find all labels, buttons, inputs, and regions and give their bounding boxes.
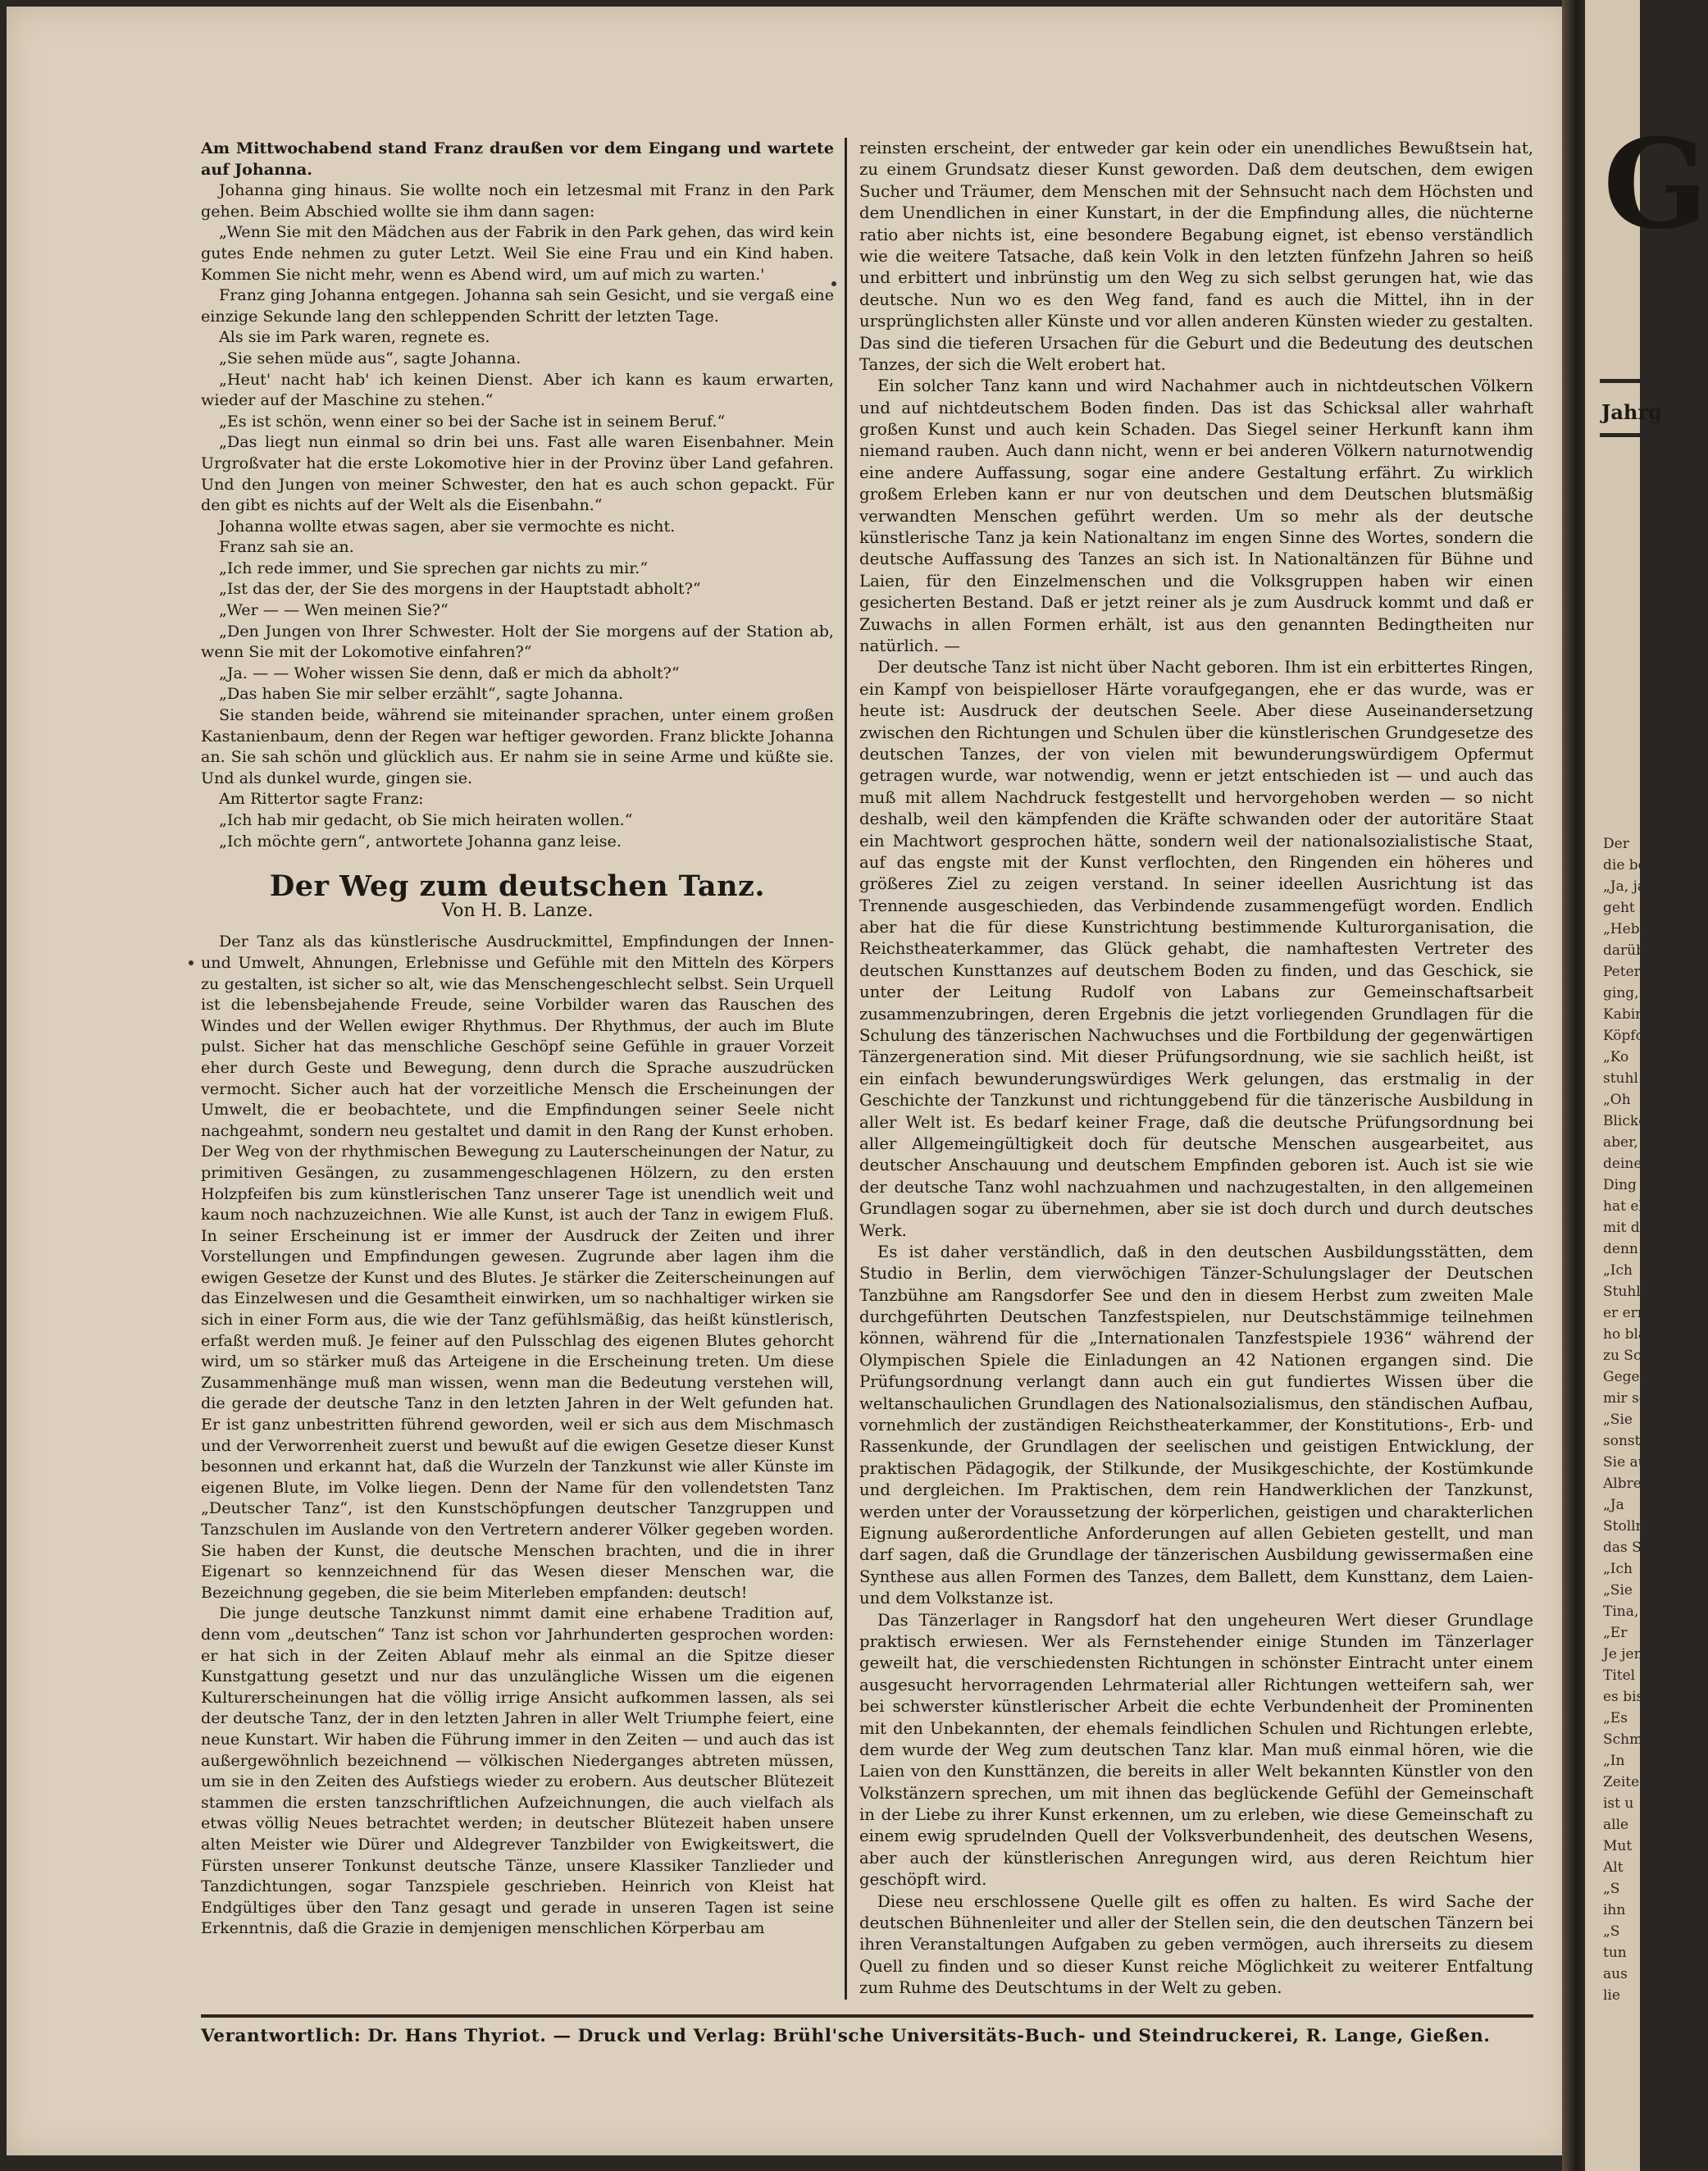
paragraph: Das Tänzerlager in Rangsdorf hat den ungeheuren Wert dieser Grundlage praktisch erwiesen. Wer als Fernstehender einige Stunden im Tänzerlager geweilt hat, die verschiedensten Richtungen in schönster Eintracht unter einem ausgesucht hervorragenden Lehrmaterial aller Richtungen wetteifern sah, wer bei schwerster künstlerischer Arbeit die echte Verbundenheit der Prominenten mit den Unbekannten, der ehemals feindlichen Schulen und Richtungen erlebte, dem wurde der Weg zum deutschen Tanz klar. Man muß einmal hören, wie die Laien von den Kunsttänzen, die bereits in aller Welt bekannten Künstler von den Volkstänzern sprechen, um mit ihnen das beglückende Gefühl der Gemeinschaft in der Liebe zu ihrer Kunst erkennen, um zu erleben, wie diese Gemeinschaft zu einem ewig sprudelnden Quell der Volksverbundenheit, des deutschen Wesens, aber auch der künstlerischen Anregungen wird, aus deren Reichtum hier geschöpft wird. [859,1610,1533,1890]
paragraph: Der deutsche Tanz ist nicht über Nacht geboren. Ihm ist ein erbittertes Ringen, ein Kampf von beispielloser Härte voraufgegangen, ehe er das wurde, was er heute ist: Ausdruck der deutschen Seele. Aber diese Auseinandersetzung zwischen den Richtungen und Schulen über die künstlerischen Grundgesetze des deutschen Tanzes, der von vielen mit bewunderungswürdigem Opfermut getragen wurde, war notwendig, wenn er jetzt entschieden ist — und auch das muß mit allem Nachdruck festgestellt und hervorgehoben werden — so nicht deshalb, weil den kämpfenden die Kräfte schwanden oder der autoritäre Staat ein Machtwort gesprochen hätte, sondern weil der nationalsozialistische Staat, auf das engste mit der Kunst verflochten, den Ringenden ein höheres und größeres Ziel zu zeigen verstand. In seiner ideellen Ausrichtung ist das Trennende ausgeschieden, das Verbindende zusammengefügt worden. Endlich aber hat die für diese Kunstrichtung bestimmende Kulturorganisation, die Reichstheaterkammer, das Glück gehabt, die namhaftesten Vertreter des deutschen Kunsttanzes auf deutschem Boden zu finden, und das Geschick, sie unter der Leitung Rudolf von Labans zur Gemeinschaftsarbeit zusammenzubringen, deren Ergebnis die jetzt vorliegenden Grundlagen für die Schulung des tänzerischen Nachwuchses und die Fortbildung der gegenwärtigen Tänzergeneration sind. Mit dieser Prüfungsordnung, wie sie sachlich heißt, ist ein einfach bewunderungswürdiges Werk gelungen, das erstmalig in der Geschichte der Tanzkunst und richtunggebend für die tänzerische Ausbildung in aller Welt ist. Es bedarf keiner Frage, daß die deutsche Prüfungsordnung bei aller Allgemeingültigkeit doch für deutsche Menschen ausgearbeitet, aus deutscher Anschauung und deutschem Empfinden geboren ist. Auch ist sie wie der deutsche Tanz wohl nachzuahmen und nachzugestalten, in den allgemeinen Grundlagen sogar zu übernehmen, aber sie ist doch durch und durch deutsches Werk. [859,658,1533,1240]
adjacent-page-fragment: „Sie [1603,1412,1633,1428]
adjacent-page-fragment: ging, n [1603,985,1652,1001]
adjacent-page-fragment: das Sto [1603,1539,1656,1556]
adjacent-page-fragment: Peters [1603,964,1648,980]
paragraph: Ein solcher Tanz kann und wird Nachahmer auch in nichtdeutschen Völkern und auf nichtdeutschem Boden finden. Das ist das Schicksal aller wahrhaft großen Kunst und auch kein Schaden. Das Siegel seiner Herkunft kann ihm niemand rauben. Auch dann nicht, wenn er bei anderen Völkern naturnotwendig eine andere Auffassung, sogar eine andere Gestaltung erfährt. Zu wirklich großem Erleben kann er nur von deutschen und dem Deutschen blutsmäßig verwandten Menschen geführt werden. Um so mehr als der deutsche künstlerische Tanz ja kein Nationaltanz im engen Sinne des Wortes, sondern die deutsche Auffassung des Tanzes an sich ist. In Nationaltänzen für Bühne und Laien, für den Einzelmenschen und die Volksgruppen haben wir einen gesicherten Bestand. Daß er jetzt reiner als je zum Ausdruck kommt und daß er Zuwachs in allen Formen erhält, ist aus den genannten Bedingtheiten nur natürlich. — [859,376,1533,655]
adjacent-page-fragment: „S [1603,1881,1620,1897]
paragraph: Am Rittertor sagte Franz: [219,789,424,809]
paragraph: „Es ist schön, wenn einer so bei der Sache ist in seinem Beruf.“ [219,411,726,431]
imprint-footer: Verantwortlich: Dr. Hans Thyriot. — Druck und Verlag: Brühl'sche Universitäts-Buch- und Steindruckerei, R. Lange, Gießen. [201,2026,1491,2046]
adjacent-page-fragment: aus [1603,1966,1628,1982]
paragraph: „Heut' nacht hab' ich keinen Dienst. Aber ich kann es kaum erwarten, wieder auf der Maschine zu stehen.“ [201,369,834,410]
adjacent-page-fragment: Alt [1603,1859,1624,1876]
paragraph: „Den Jungen von Ihrer Schwester. Holt der Sie morgens auf der Station ab, wenn Sie mit der Lokomotive einfahren?“ [201,621,834,662]
adjacent-page-fragment: Kabinet [1603,1006,1658,1023]
adjacent-page-fragment: „S [1603,1923,1620,1940]
paragraph: Diese neu erschlossene Quelle gilt es offen zu halten. Es wird Sache der deutschen Bühnenleiter und aller der Stellen sein, die den deutschen Tänzern bei ihren Veranstaltungen Aufgaben zu geben vermögen, auch ihrerseits zu diesem Quell zu finden und so dieser Kunst reiche Möglichkeit zu weiterer Entfaltung zum Ruhme des Deutschtums in der Welt zu geben. [859,1891,1533,1998]
paragraph: „Wer — — Wen meinen Sie?“ [219,600,449,620]
paragraph: reinsten erscheint, der entweder gar kein oder ein unendliches Bewußtsein hat, zu einem Grundsatz dieser Kunst geworden. Daß dem deutschen, dem ewigen Sucher und Träumer, dem Menschen mit der Sehnsucht nach dem Höchsten und dem Unendlichen in einer Kunstart, in der die Empfindung alles, die nüchterne ratio aber nichts ist, eine besondere Begabung eignet, ist ebenso verständlich wie die weitere Tatsache, daß kein Volk in den letzten fünfzehn Jahren so heiß und erbittert und inbrünstig um den Weg zu sich selbst gerungen hat, wie das deutsche. Nun wo es den Weg fand, fand es auch die Mittel, ihn in der ursprünglichsten aller Künste und vor allen anderen Künsten wieder zu gestalten. Das sind die tieferen Ursachen für die Geburt und die Bedeutung des deutschen Tanzes, der sich die Welt erobert hat. [859,139,1533,374]
adjacent-page-fragment: Blicke ü [1603,1113,1660,1129]
adjacent-page-fragment: die beid [1603,857,1660,873]
paragraph: Die junge deutsche Tanzkunst nimmt damit eine erhabene Tradition auf, denn vom „deutschen“ Tanz ist schon vor Jahrhunderten gesprochen worden: er hat sich in der Zeiten Ablauf mehr als einmal an die Spitze dieser Kunstgattung gesetzt und nur das unzulängliche Wissen um die eigenen Kulturerscheinungen hat die völlig irrige Ansicht aufkommen lassen, als sei der deutsche Tanz, der in den letzten Jahren in aller Welt Triumphe feiert, eine neue Kunstart. Wir haben die Führung immer in den Zeiten — und auch das ist außergewöhnlich bezeichnend — völkischen Niederganges abtreten müssen, um sie in den Zeiten des Aufstiegs wieder zu erobern. Aus deutscher Blütezeit stammen die ersten tanzschriftlichen Aufzeichnungen, die auch vielfach als etwas völlig Neues betrachtet werden; in deutscher Blütezeit haben unsere alten Meister wie Dürer und Aldegrever Tanzbilder von Ewigkeitswert, die Fürsten unserer Tonkunst deutsche Tänze, unsere Klassiker Tanzlieder und Tanzdichtungen, sogar Tanzspiele geschrieben. Heinrich von Kleist hat Endgültiges über den Tanz gesagt und gerade in unseren Tagen ist seine Erkenntnis, daß die Grazie in demjenigen menschlichen Körperbau am [201,1603,834,1938]
paragraph: Johanna wollte etwas sagen, aber sie vermochte es nicht. [219,516,676,536]
adjacent-page-fragment: Titel [1603,1667,1636,1684]
adjacent-page-fragment: ho bla [1603,1326,1647,1343]
paragraph: Sie standen beide, während sie miteinander sprachen, unter einem großen Kastanienbaum, denn der Regen war heftiger geworden. Franz blickte Johanna an. Sie sah schön und glücklich aus. Er nahm sie in seine Arme und küßte sie. Und als dunkel wurde, gingen sie. [201,705,834,787]
adjacent-page-fragment: Je jen [1603,1646,1643,1662]
paragraph: „Das haben Sie mir selber erzählt“, sagte Johanna. [219,684,624,704]
paragraph: „Ist das der, der Sie des morgens in der Hauptstadt abholt?“ [219,579,701,599]
adjacent-page-fragment: „Ja [1603,1497,1624,1513]
adjacent-page-fragment: Mut [1603,1838,1633,1854]
paragraph: Es ist daher verständlich, daß in den deutschen Ausbildungsstätten, dem Studio in Berlin, dem vierwöchigen Tänzer-Schulungslager der Deutschen Tanzbühne am Rangsdorfer See und den in diesem Herbst zum zweiten Male durchgeführten Deutschen Tanzfestspielen, nur Deutschstämmige teilnehmen können, während für die „Internationalen Tanzfestspiele 1936“ während der Olympischen Spiele die Einladungen an 42 Nationen ergangen sind. Die Prüfungsordnung verlangt dann auch ein gut fundiertes Wissen über die weltanschaulichen Grundlagen des Nationalsozialismus, den ständischen Aufbau, vornehmlich der zuständigen Reichstheaterkammer, der Konstitutions-, Erb- und Rassenkunde, der Grundlagen der seelischen und geistigen Entwicklung, der praktischen Pädagogik, der Stilkunde, der Musikgeschichte, der Kostümkunde und dergleichen. Im Praktischen, dem rein Handwerklichen der Tanzkunst, werden unter der Voraussetzung der körperlichen, geistigen und charakterlichen Eignung außerordentliche Anforderungen auf allen Gebieten gestellt, und man darf sagen, daß die Grundlage der tänzerischen Ausbildung gewissermaßen eine Synthese aus allen Formen des Tanzes, dem Ballett, dem Kunsttanz, dem Laien- und dem Volkstanze ist. [859,1242,1533,1608]
adjacent-page-fragment: „Ich [1603,1561,1633,1577]
adjacent-page-fragment: aber, ( [1603,1134,1648,1151]
paragraph: „Sie sehen müde aus“, sagte Johanna. [219,348,522,367]
adjacent-page-fragment: Gegenf [1603,1369,1654,1385]
column-divider [845,138,847,2000]
adjacent-page-fragment: Albred [1603,1475,1651,1492]
adjacent-page-fragment: mit dem [1603,1220,1661,1236]
adjacent-page-fragment: Schmidt [1603,1731,1662,1748]
adjacent-page-fragment: Stuhl, d [1603,1284,1659,1300]
adjacent-page-fragment: deine S [1603,1156,1656,1172]
adjacent-page-fragment: hat ebe [1603,1198,1656,1215]
adjacent-page-masthead-letter: G [1603,112,1708,257]
article-byline: Von H. B. Lanze. [441,900,594,921]
paragraph: Als sie im Park waren, regnete es. [219,327,490,347]
adjacent-page-fragment: Ding — [1603,1177,1656,1193]
right-column [859,138,1533,2000]
adjacent-page-rule [1600,433,1640,437]
adjacent-page-fragment: Zeite [1603,1774,1640,1790]
adjacent-page-fragment: Köpfche [1603,1028,1661,1044]
adjacent-page-rule [1600,379,1640,383]
adjacent-page-fragment: Sie au [1603,1454,1647,1471]
adjacent-page-fragment: „Ich [1603,1262,1633,1279]
article-title: Der Weg zum deutschen Tanz. [269,869,766,904]
adjacent-page-fragment: „Es [1603,1710,1628,1726]
adjacent-page-fragment: Stollm [1603,1518,1649,1535]
paragraph: „Ja. — — Woher wissen Sie denn, daß er mich da abholt?“ [219,663,680,682]
article-body-right [859,138,1533,2000]
paragraph: Johanna ging hinaus. Sie wollte noch ein letzesmal mit Franz in den Park gehen. Beim Abschied wollte sie ihm dann sagen: [201,180,834,221]
adjacent-page-fragment: lie [1603,1987,1620,2004]
adjacent-page-heading: Jahrg [1601,400,1662,424]
adjacent-page-fragment: geht der [1603,900,1664,916]
adjacent-page-fragment: ist u [1603,1795,1634,1812]
adjacent-page-fragment: Tina, n [1603,1603,1652,1620]
adjacent-page-fragment: zu Sch [1603,1348,1651,1364]
adjacent-page-fragment: „Sie [1603,1582,1633,1599]
adjacent-page-fragment: „Er [1603,1625,1628,1641]
paragraph: Franz sah sie an. [219,537,354,557]
adjacent-page-strip [1585,0,1708,2171]
adjacent-page-fragment: „Ko [1603,1049,1629,1065]
adjacent-page-fragment: es bis [1603,1689,1644,1705]
adjacent-page-fragment: denn a [1603,1241,1651,1257]
left-column [201,138,834,1939]
paragraph: „Das liegt nun einmal so drin bei uns. Fast alle waren Eisenbahner. Mein Urgroßvater hat die erste Lokomotive hier in der Provinz über Land gefahren. Und den Jungen von meiner Schwester, den hat es auch schon gepackt. Für den gibt es nichts auf der Welt als die Eisenbahn.“ [201,432,834,515]
adjacent-page-fragment: Der [1603,836,1629,852]
paragraph: Der Tanz als das künstlerische Ausdruckmittel, Empfindungen der Innen- und Umwelt, Ahnungen, Erlebnisse und Gefühle mit den Mitteln des Körpers zu gestalten, ist sicher so alt, wie das Menschengeschlecht selbst. Sein Urquell ist die lebensbejahende Freude, seine Vorbilder waren das Rauschen des Windes und der Wellen ewiger Rhythmus. Der Rhythmus, der auch im Blute pulst. Sicher hat das menschliche Geschöpf seine Gefühle in grauer Vorzeit eher durch Geste und Bewegung, denn durch die Sprache auszudrücken vermocht. Sicher auch hat der vorzeitliche Mensch die Erscheinungen der Umwelt, die er beobachtete, und die Empfindungen seiner Seele nicht nachgeahmt, sondern neu gestaltet und damit in den Rang der Kunst erhoben. Der Weg von der rhythmischen Bewegung zu Lauterscheinungen der Natur, zu primitiven Gesängen, zu zusammengeschlagenen Hölzern, zu den ersten Holzpfeifen bis zum künstlerischen Tanz unserer Tage ist unendlich weit und kaum noch nachzuzeichnen. Wie alle Kunst, ist auch der Tanz in ewigem Fluß. In seiner Erscheinung ist er immer der Ausdruck der Zeiten und ihrer Vorstellungen und Empfindungen gewesen. Zugrunde aber lagen ihm die ewigen Gesetze der Kunst und des Blutes. Je stärker die Zeiterscheinungen auf das Einzelwesen und die Gesamtheit einwirken, um so nachhaltiger wirken sie sich in einer Form aus, die wie der Tanz gefühlsmäßig, das heißt künstlerisch, erfaßt werden muß. Je feiner auf den Pulsschlag des eigenen Blutes gehorcht wird, um so stärker muß das Arteigene in die Erscheinung treten. Um diese Zusammenhänge muß man wissen, wenn man die Bedeutung verstehen will, die gerade der deutsche Tanz in den letzten Jahren in der Welt gefunden hat. Er ist ganz unbestritten führend geworden, weil er sich aus dem Mischmasch und der Verworrenheit zuerst und bewußt auf die ewigen Gesetze dieser Kunst besonnen und erkannt hat, daß die Wurzeln der Tanzkunst wie aller Künste im eigenen Blute, im Volke liegen. Denn der Name für den vollendetsten Tanz „Deutscher Tanz“, ist den Kunstschöpfungen deutscher Tanzgruppen und Tanzschulen im Auslande von den Vertretern anderer Völker gegeben worden. Sie haben der Kunst, die deutsche Menschen brachten, und die in ihrer Eigenart so kennzeichnend für das Wesen dieser Menschen war, die Bezeichnung gegeben, die sie beim Miterleben empfanden: deutsch! [201,932,834,1602]
adjacent-page-fragment: stuhl au [1603,1070,1660,1087]
paragraph: „Ich hab mir gedacht, ob Sie mich heiraten wollen.“ [219,810,633,829]
ink-speck [189,960,194,965]
paragraph: „Wenn Sie mit den Mädchen aus der Fabrik in den Park gehen, das wird kein gutes Ende nehmen zu guter Letzt. Weil Sie eine Frau und ein Kind haben. Kommen Sie nicht mehr, wenn es Abend wird, um auf mich zu warten.' [201,222,834,284]
paragraph: Franz ging Johanna entgegen. Johanna sah sein Gesicht, und sie vergaß eine einzige Sekunde lang den schleppenden Schritt der letzten Tage. [201,285,834,326]
paragraph: „Ich möchte gern“, antwortete Johanna ganz leise. [219,831,622,851]
adjacent-page-fragment: sonst w [1603,1433,1657,1449]
adjacent-page-fragment: tun [1603,1945,1627,1961]
adjacent-page-fragment: alle [1603,1817,1629,1833]
adjacent-page-fragment: er ernf [1603,1305,1652,1321]
adjacent-page-fragment: „Ja, ja, [1603,878,1651,895]
paragraph: „Ich rede immer, und Sie sprechen gar nichts zu mir.“ [219,558,649,577]
story-ending [201,138,834,851]
article-body-left [201,931,834,1939]
adjacent-page-fragment: darüber [1603,942,1660,959]
page-gutter [1562,0,1585,2171]
adjacent-page-fragment: „In [1603,1753,1625,1769]
paragraph: Am Mittwochabend stand Franz draußen vor dem Eingang und wartete auf Johanna. [201,139,834,179]
adjacent-page-fragment: „Heb [1603,921,1640,937]
footer-rule [201,2014,1533,2018]
adjacent-page-fragment: „Oh [1603,1092,1631,1108]
adjacent-page-fragment: mir sch [1603,1390,1656,1407]
adjacent-page-fragment: ihn [1603,1902,1626,1918]
